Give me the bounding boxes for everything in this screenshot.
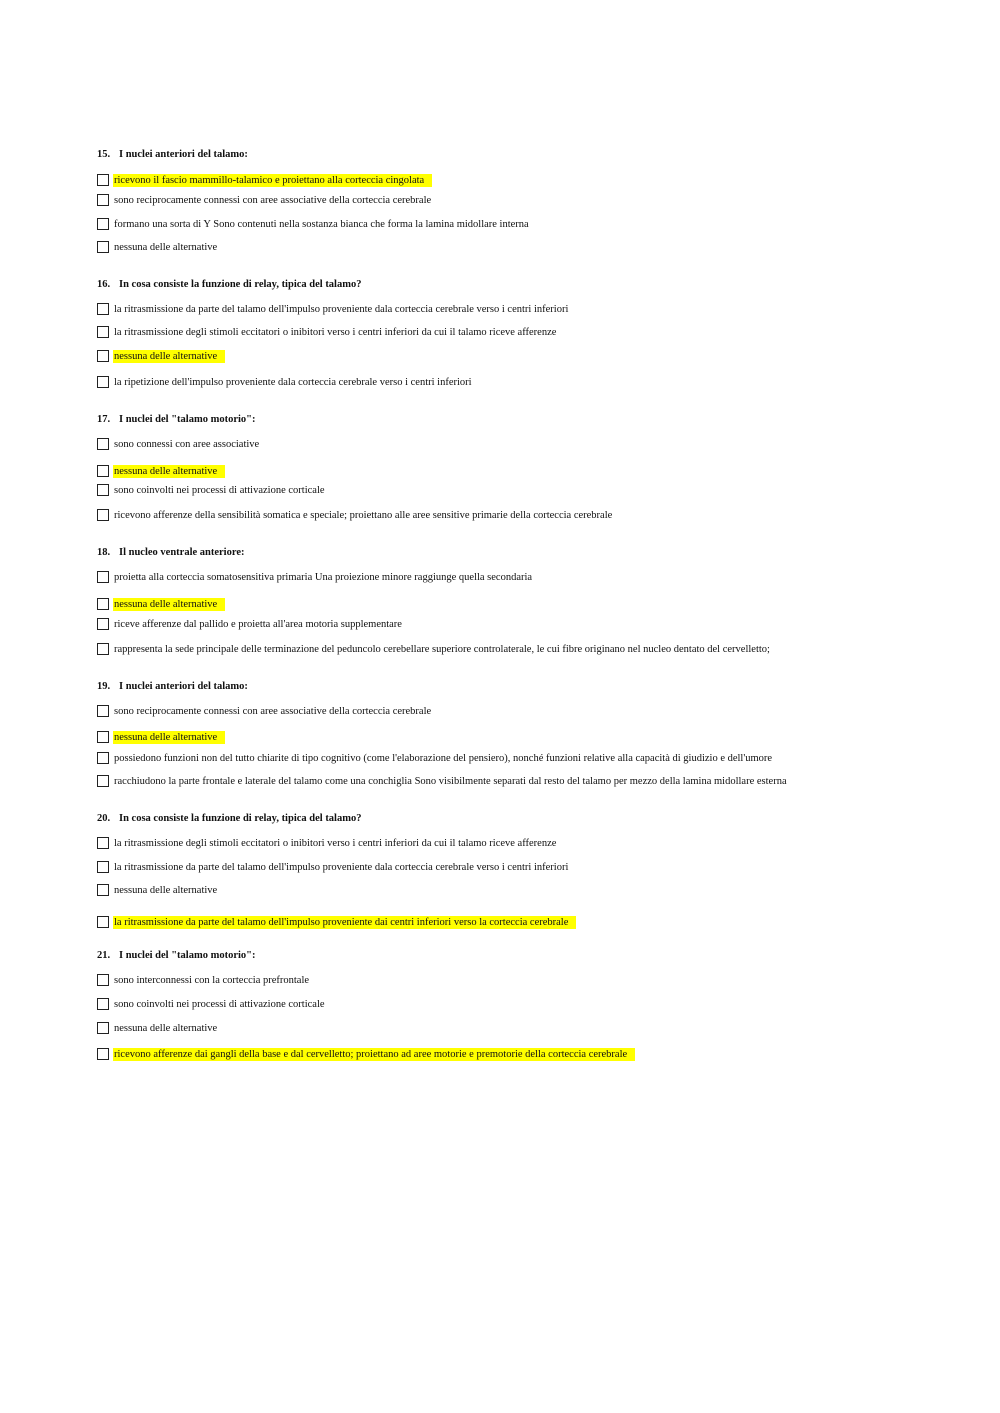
answer-option[interactable] <box>97 507 614 523</box>
checkbox[interactable] <box>97 326 109 338</box>
checkbox[interactable] <box>97 752 109 764</box>
question-text: I nuclei anteriori del talamo: <box>119 149 248 160</box>
answer-option[interactable] <box>97 641 772 657</box>
answer-option[interactable] <box>97 569 534 585</box>
checkbox[interactable] <box>97 837 109 849</box>
answer-option[interactable] <box>97 301 570 317</box>
answer-option[interactable] <box>97 596 225 612</box>
question-text: I nuclei del "talamo motorio": <box>119 414 256 425</box>
question-number: 20. <box>97 813 111 824</box>
answer-option[interactable] <box>97 436 261 452</box>
answer-text: la ritrasmissione degli stimoli eccitatori o inibitori verso i centri inferiori da cui il talamo riceve afferenze <box>114 837 557 849</box>
question-text: In cosa consiste la funzione di relay, tipica del talamo? <box>119 813 362 824</box>
checkbox[interactable] <box>97 350 109 362</box>
answer-option[interactable] <box>97 750 774 766</box>
answer-text: ricevono afferenze dai gangli della base e dal cervelletto; proiettano ad aree motorie e premotorie della corteccia cerebrale <box>113 1048 635 1061</box>
answer-text: formano una sorta di Y Sono contenuti nella sostanza bianca che forma la lamina midollare interna <box>114 218 529 230</box>
checkbox[interactable] <box>97 303 109 315</box>
question-heading <box>97 950 255 961</box>
answer-option[interactable] <box>97 348 225 364</box>
answer-option[interactable] <box>97 374 474 390</box>
checkbox[interactable] <box>97 465 109 477</box>
answer-text: nessuna delle alternative <box>114 1022 218 1034</box>
question-number: 17. <box>97 414 111 425</box>
question-number: 18. <box>97 547 111 558</box>
answer-text: nessuna delle alternative <box>113 731 225 744</box>
answer-text: sono coinvolti nei processi di attivazione corticale <box>114 998 325 1010</box>
answer-option[interactable] <box>97 729 225 745</box>
checkbox[interactable] <box>97 484 109 496</box>
answer-option[interactable] <box>97 859 570 875</box>
question-heading <box>97 149 248 160</box>
answer-option[interactable] <box>97 882 219 898</box>
checkbox[interactable] <box>97 571 109 583</box>
answer-option[interactable] <box>97 835 558 851</box>
answer-text: la ritrasmissione da parte del talamo dell'impulso proveniente dala corteccia cerebrale verso i centri inferiori <box>114 303 569 315</box>
answer-option[interactable] <box>97 463 225 479</box>
answer-text: nessuna delle alternative <box>114 884 218 896</box>
answer-text: rappresenta la sede principale delle terminazione del peduncolo cerebellare superiore controlaterale, le cui fibre originano nel nucleo dentato del cervelletto; <box>114 643 770 655</box>
checkbox[interactable] <box>97 916 109 928</box>
question-number: 15. <box>97 149 111 160</box>
question-number: 16. <box>97 279 111 290</box>
question-number: 19. <box>97 681 111 692</box>
answer-text: racchiudono la parte frontale e laterale del talamo come una conchiglia Sono visibilmente separati dal resto del talamo per mezzo della lamina midollare esterna <box>114 775 787 787</box>
question-text: I nuclei del "talamo motorio": <box>119 950 256 961</box>
checkbox[interactable] <box>97 705 109 717</box>
answer-text: sono coinvolti nei processi di attivazione corticale <box>114 484 325 496</box>
question-heading <box>97 414 255 425</box>
question-heading <box>97 813 361 824</box>
checkbox[interactable] <box>97 1022 109 1034</box>
answer-text: proietta alla corteccia somatosensitiva primaria Una proiezione minore raggiunge quella secondaria <box>114 571 533 583</box>
checkbox[interactable] <box>97 775 109 787</box>
answer-text: sono reciprocamente connessi con aree associative della corteccia cerebrale <box>114 194 432 206</box>
answer-option[interactable] <box>97 972 311 988</box>
question-heading <box>97 681 248 692</box>
answer-option[interactable] <box>97 703 433 719</box>
answer-option[interactable] <box>97 773 789 789</box>
checkbox[interactable] <box>97 618 109 630</box>
question-heading <box>97 279 361 290</box>
answer-text: riceve afferenze dal pallido e proietta all'area motoria supplementare <box>114 618 402 630</box>
checkbox[interactable] <box>97 509 109 521</box>
checkbox[interactable] <box>97 598 109 610</box>
answer-text: nessuna delle alternative <box>113 350 225 363</box>
checkbox[interactable] <box>97 998 109 1010</box>
question-heading <box>97 547 244 558</box>
answer-option[interactable] <box>97 324 558 340</box>
checkbox[interactable] <box>97 884 109 896</box>
checkbox[interactable] <box>97 241 109 253</box>
checkbox[interactable] <box>97 974 109 986</box>
checkbox[interactable] <box>97 194 109 206</box>
answer-text: possiedono funzioni non del tutto chiarite di tipo cognitivo (come l'elaborazione del pensiero), nonché funzioni relative alla capacità di giudizio e dell'umore <box>114 752 773 764</box>
answer-option[interactable] <box>97 172 432 188</box>
answer-text: nessuna delle alternative <box>114 241 218 253</box>
answer-option[interactable] <box>97 239 219 255</box>
checkbox[interactable] <box>97 643 109 655</box>
answer-text: la ritrasmissione da parte del talamo dell'impulso proveniente dai centri inferiori verso la corteccia cerebrale <box>113 916 576 929</box>
answer-option[interactable] <box>97 616 404 632</box>
answer-text: nessuna delle alternative <box>113 598 225 611</box>
question-text: In cosa consiste la funzione di relay, tipica del talamo? <box>119 279 362 290</box>
checkbox[interactable] <box>97 218 109 230</box>
question-text: Il nucleo ventrale anteriore: <box>119 547 245 558</box>
answer-text: la ritrasmissione degli stimoli eccitatori o inibitori verso i centri inferiori da cui il talamo riceve afferenze <box>114 326 557 338</box>
checkbox[interactable] <box>97 861 109 873</box>
question-text: I nuclei anteriori del talamo: <box>119 681 248 692</box>
answer-text: la ripetizione dell'impulso proveniente dala corteccia cerebrale verso i centri inferiori <box>114 376 472 388</box>
answer-text: ricevono il fascio mammillo-talamico e proiettano alla corteccia cingolata <box>113 174 432 187</box>
checkbox[interactable] <box>97 1048 109 1060</box>
checkbox[interactable] <box>97 376 109 388</box>
answer-text: la ritrasmissione da parte del talamo dell'impulso proveniente dala corteccia cerebrale verso i centri inferiori <box>114 861 569 873</box>
checkbox[interactable] <box>97 731 109 743</box>
question-number: 21. <box>97 950 111 961</box>
answer-text: ricevono afferenze della sensibilità somatica e speciale; proiettano alle aree sensitive primarie della corteccia cerebrale <box>114 509 613 521</box>
answer-option[interactable] <box>97 1020 219 1036</box>
answer-text: nessuna delle alternative <box>113 465 225 478</box>
checkbox[interactable] <box>97 174 109 186</box>
answer-option[interactable] <box>97 216 531 232</box>
answer-option[interactable] <box>97 482 327 498</box>
answer-text: sono connessi con aree associative <box>114 438 260 450</box>
answer-option[interactable] <box>97 192 433 208</box>
answer-text: sono interconnessi con la corteccia prefrontale <box>114 974 310 986</box>
checkbox[interactable] <box>97 438 109 450</box>
answer-option[interactable] <box>97 914 576 930</box>
answer-option[interactable] <box>97 996 327 1012</box>
answer-text: sono reciprocamente connessi con aree associative della corteccia cerebrale <box>114 705 432 717</box>
answer-option[interactable] <box>97 1046 635 1062</box>
